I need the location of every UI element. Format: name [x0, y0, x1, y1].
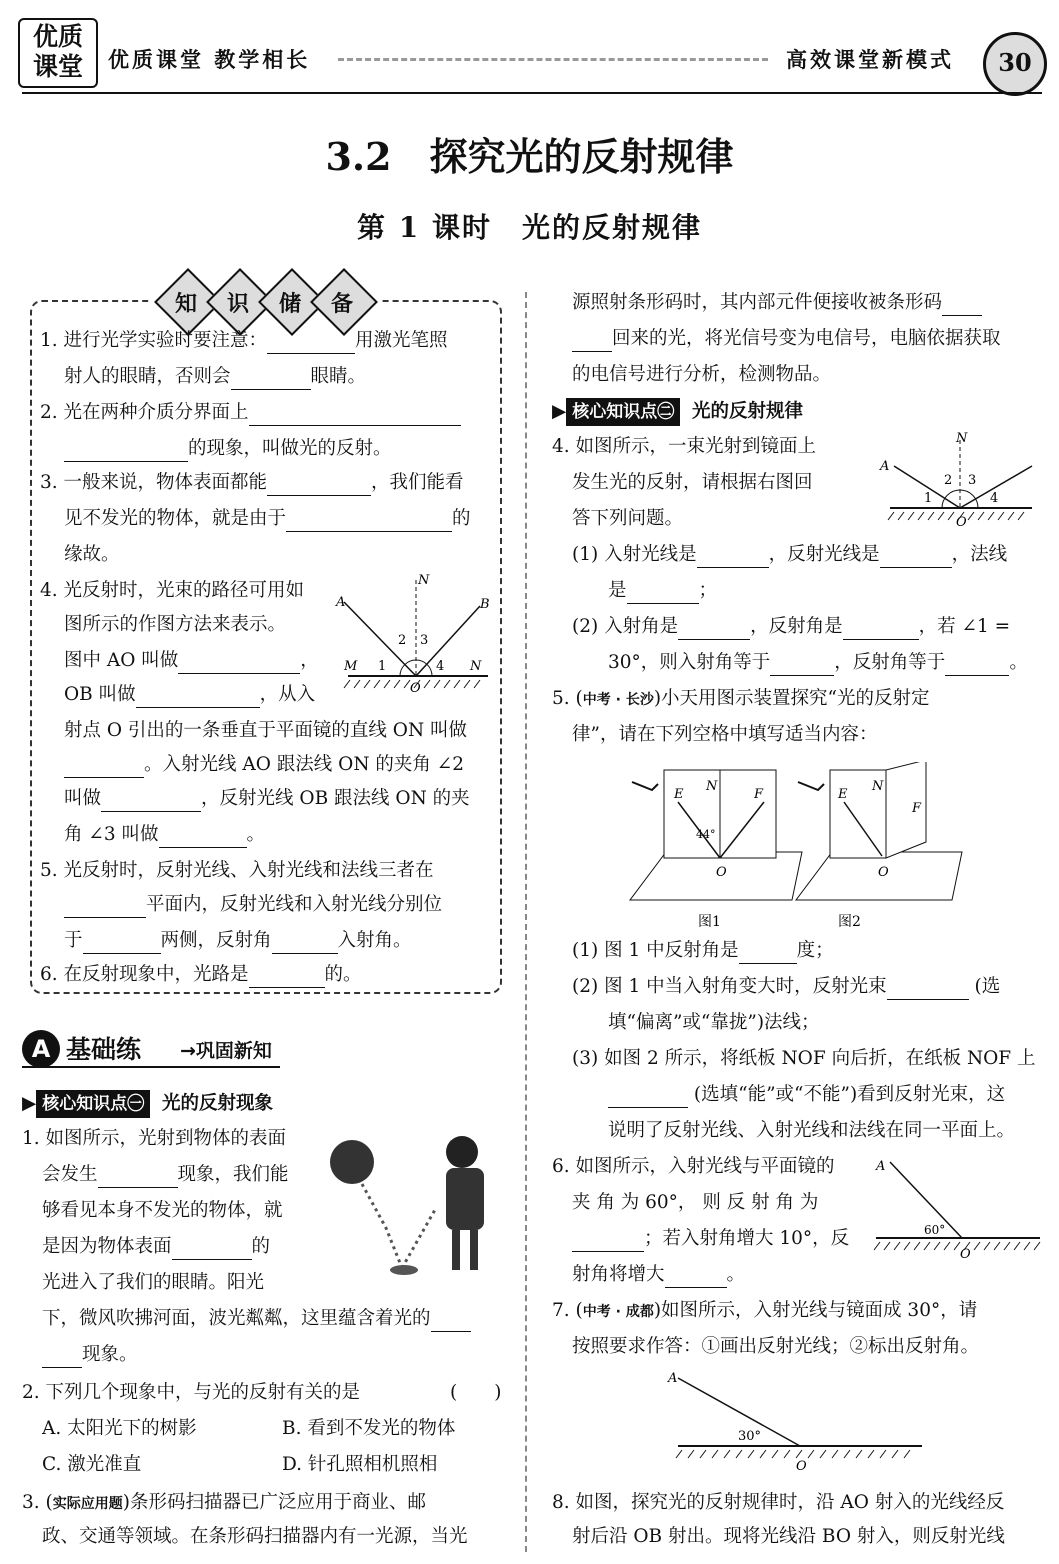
k-q5-line3: 于 两侧，反射角 入射角。	[64, 928, 412, 954]
blank[interactable]	[627, 583, 699, 604]
reflection-diagram-q4	[872, 430, 1048, 532]
k-q4-line8: 角 ∠3 叫做 。	[64, 822, 265, 848]
blank[interactable]	[739, 943, 797, 964]
a-q1-line6: 下，微风吹拂河面，波光粼粼，这里蕴含着光的	[42, 1306, 471, 1332]
blank[interactable]	[267, 475, 371, 496]
a-q2-option-c[interactable]: C. 激光准直	[42, 1454, 142, 1475]
header-left-slogan: 优质课堂 教学相长	[108, 48, 311, 72]
fig2-label-N: N	[872, 779, 884, 794]
fig1-angle-label: 44°	[696, 828, 716, 841]
blank[interactable]	[697, 547, 769, 568]
r-q6-line1: 6. 如图所示，入射光线与平面镜的	[552, 1156, 835, 1177]
blank[interactable]	[178, 653, 300, 674]
girl-head	[446, 1136, 478, 1168]
badge-char-1: 知	[174, 291, 197, 317]
label-A: A	[668, 1371, 678, 1386]
r-q4-line5: 是 ；	[608, 578, 717, 604]
girl-leg-left	[452, 1230, 460, 1270]
section-a-icon: A	[22, 1030, 60, 1068]
r-q5-sub3-line3: 说明了反射光线、入射光线和法线在同一平面上。	[608, 1120, 1016, 1141]
blank[interactable]	[64, 441, 188, 462]
blank[interactable]	[572, 1231, 644, 1252]
q5-experiment-figures	[626, 762, 976, 932]
r-q8-line2: 射后沿 OB 射出。现将光线沿 BO 射入，则反射光线	[572, 1526, 1005, 1547]
badge-char-3: 储	[278, 291, 301, 317]
blank[interactable]	[64, 897, 146, 918]
angle-30-label: 30°	[738, 1429, 762, 1444]
k-q4-line5: 射点 O 引出的一条垂直于平面镜的直线 ON 叫做	[64, 720, 468, 741]
r-q3-cont-line2: 回来的光，将光信号变为电信号，电脑依据获取	[572, 326, 1001, 352]
a-q1-line3: 够看见本身不发光的物体，就	[42, 1200, 283, 1221]
k-q3-line1: 3. 一般来说，物体表面都能 ，我们能看	[40, 470, 464, 496]
blank[interactable]	[665, 1267, 727, 1288]
label-A: A	[880, 459, 890, 474]
blank[interactable]	[286, 511, 452, 532]
badge-char-2: 识	[226, 291, 249, 317]
q6-mirror-diagram	[868, 1150, 1048, 1262]
blank[interactable]	[887, 979, 969, 1000]
k-q3-line3: 缘故。	[64, 544, 120, 565]
blank[interactable]	[843, 619, 919, 640]
logo-line1: 优质	[32, 22, 83, 51]
fig1-caption: 图1	[698, 914, 721, 930]
k-q1-line1: 1. 进行光学实验时要注意： 用激光笔照	[40, 328, 448, 354]
blank[interactable]	[572, 331, 612, 352]
header-dashes	[338, 58, 768, 61]
r-q4-line2: 发生光的反射，请根据右图回	[572, 472, 813, 493]
blank[interactable]	[608, 1087, 688, 1108]
label-A: A	[876, 1159, 886, 1174]
k-q4-line7: 叫做 ，反射光线 OB 跟法线 ON 的夹	[64, 786, 470, 812]
blank[interactable]	[172, 1239, 252, 1260]
fig2-hand-icon	[798, 782, 824, 790]
blank[interactable]	[249, 405, 461, 426]
r-q8-line1: 8. 如图，探究光的反射规律时，沿 AO 射入的光线经反	[552, 1492, 1005, 1513]
section-a-subtitle: →巩固新知	[180, 1040, 272, 1062]
object-on-ground	[390, 1265, 418, 1275]
label-4: 4	[990, 491, 999, 506]
blank[interactable]	[880, 547, 952, 568]
r-q6-line2: 夹 角 为 60°， 则 反 射 角 为	[572, 1192, 819, 1213]
angle-60-label: 60°	[924, 1223, 946, 1237]
header-rule	[22, 92, 1042, 94]
r-q6-line4: 射角将增大 。	[572, 1262, 745, 1288]
fig1-label-F: F	[754, 787, 764, 802]
r-q5-line1: 5. (中考 · 长沙)小天用图示装置探究“光的反射定	[552, 688, 930, 709]
r-q5-sub2-line1: (2) 图 1 中当入射角变大时，反射光束 (选	[572, 974, 1000, 1000]
a-q3-line1: 3. (实际应用题)条形码扫描器已广泛应用于商业、邮	[22, 1492, 426, 1513]
fig1-label-N: N	[706, 779, 718, 794]
a-q1-line2: 会发生 现象，我们能	[42, 1162, 289, 1188]
a-q2-option-d[interactable]: D. 针孔照相机照相	[282, 1454, 438, 1475]
r-q5-sub2-line2: 填“偏离”或“靠拢”)法线；	[608, 1012, 820, 1033]
logo-line2: 课堂	[32, 52, 83, 81]
light-path	[362, 1184, 436, 1268]
k-q5-line1: 5. 光反射时，反射光线、入射光线和法线三者在	[40, 860, 434, 881]
fig1-hand-icon	[632, 782, 658, 790]
a-q1-line5: 光进入了我们的眼睛。阳光	[42, 1272, 265, 1293]
r-q4-line6: (2) 入射角是 ，反射角是 ，若 ∠1 =	[572, 614, 1010, 640]
label-2: 2	[944, 473, 953, 488]
label-O: O	[796, 1459, 807, 1474]
k-q1-line2: 射人的眼睛，否则会 眼睛。	[64, 364, 366, 390]
header-right-slogan: 高效课堂新模式	[786, 48, 954, 72]
blank[interactable]	[231, 369, 311, 390]
fig1-label-E: E	[674, 787, 684, 802]
blank[interactable]	[267, 333, 355, 354]
blank[interactable]	[101, 791, 201, 812]
fig2-label-O: O	[878, 865, 889, 880]
label-B: B	[480, 597, 490, 612]
section-a-title: 基础练	[66, 1035, 142, 1064]
r-q4-line4: (1) 入射光线是 ，反射光线是 ，法线	[572, 542, 1007, 568]
r-q3-cont-line3: 的电信号进行分析，检测物品。	[572, 364, 832, 385]
blank[interactable]	[136, 687, 260, 708]
blank[interactable]	[42, 1347, 82, 1368]
fig2-label-F: F	[912, 801, 922, 816]
blank[interactable]	[431, 1311, 471, 1332]
girl-body	[446, 1168, 484, 1230]
label-O: O	[960, 1247, 971, 1262]
blank[interactable]	[272, 933, 338, 954]
a-q1-line4: 是因为物体表面 的	[42, 1234, 270, 1260]
page-number: 30	[983, 32, 1047, 96]
label-N: N	[418, 573, 430, 588]
blank[interactable]	[64, 757, 144, 778]
blank[interactable]	[83, 933, 161, 954]
r-q5-sub1: (1) 图 1 中反射角是 度；	[572, 938, 834, 964]
a-q2-stem: 2. 下列几个现象中，与光的反射有关的是	[22, 1382, 361, 1403]
girl-leg-right	[470, 1230, 478, 1270]
blank[interactable]	[770, 655, 834, 676]
label-angle4: 4	[436, 659, 445, 674]
blank[interactable]	[249, 967, 325, 988]
k-q3-line2: 见不发光的物体，就是由于 的	[64, 506, 471, 532]
r-q4-line1: 4. 如图所示，一束光射到镜面上	[552, 436, 817, 457]
blank[interactable]	[98, 1167, 178, 1188]
fig1-board-F	[720, 770, 776, 858]
reflection-diagram-knowledge	[330, 572, 500, 697]
a-q2-answer-paren[interactable]: ( )	[450, 1382, 502, 1403]
column-divider	[525, 292, 527, 1552]
label-angle1: 1	[378, 659, 387, 674]
r-q7-line2: 按照要求作答：①画出反射光线；②标出反射角。	[572, 1336, 980, 1357]
lesson-subtitle: 第 1 课时 光的反射规律	[357, 211, 702, 244]
label-1: 1	[924, 491, 933, 506]
k-q4-line3: 图中 AO 叫做 ，	[64, 648, 319, 674]
k-q5-line2: 平面内，反射光线和入射光线分别位	[64, 892, 442, 918]
fig1-label-O: O	[716, 865, 727, 880]
q7-mirror-diagram	[664, 1368, 928, 1474]
mirror-hatching	[874, 1242, 1040, 1250]
k-q2-line1: 2. 光在两种介质分界面上	[40, 400, 461, 426]
kp2-heading: ▶ 核心知识点㊁ 光的反射规律	[552, 398, 803, 426]
k-q2-line2: 的现象，叫做光的反射。	[64, 436, 392, 462]
a-q1-line1: 1. 如图所示，光射到物体的表面	[22, 1128, 287, 1149]
a-q2-option-b[interactable]: B. 看到不发光的物体	[282, 1418, 456, 1439]
r-q5-sub3-line1: (3) 如图 2 所示，将纸板 NOF 向后折，在纸板 NOF 上	[572, 1048, 1036, 1069]
kp1-heading: ▶ 核心知识点㊀ 光的反射现象	[22, 1090, 273, 1118]
fig2-caption: 图2	[838, 914, 861, 930]
label-3: 3	[968, 473, 977, 488]
label-M: M	[344, 659, 358, 674]
r-q4-line7: 30°，则入射角等于 ，反射角等于 。	[608, 650, 1028, 676]
k-q4-line2: 图所示的作图方法来表示。	[64, 614, 287, 635]
girl-mirror-illustration	[316, 1128, 508, 1290]
label-N: N	[956, 431, 968, 446]
k-q6-line1: 6. 在反射现象中，光路是 的。	[40, 962, 362, 988]
blank[interactable]	[945, 655, 1009, 676]
label-angle2: 2	[398, 633, 407, 648]
page-title: 3.2 探究光的反射规律	[325, 134, 734, 179]
r-q5-line2: 律”，请在下列空格中填写适当内容：	[572, 724, 878, 745]
r-q3-cont-line1: 源照射条形码时，其内部元件便接收被条形码	[572, 290, 982, 316]
k-q4-line6: 。入射光线 AO 跟法线 ON 的夹角 ∠2	[64, 752, 464, 778]
label-O: O	[956, 515, 967, 530]
label-O: O	[410, 681, 421, 696]
r-q6-line3: ；若入射角增大 10°，反	[572, 1226, 849, 1252]
blank[interactable]	[678, 619, 750, 640]
a-q1-line7: 现象。	[42, 1342, 138, 1368]
section-a-rule	[22, 1066, 280, 1068]
k-q4-line4: OB 叫做 ，从入	[64, 682, 315, 708]
a-q2-option-a[interactable]: A. 太阳光下的树影	[42, 1418, 197, 1439]
label-angle3: 3	[420, 633, 429, 648]
badge-char-4: 备	[330, 291, 353, 317]
logo	[18, 18, 98, 88]
mirror-hatching	[676, 1450, 910, 1458]
label-N2: N	[470, 659, 482, 674]
r-q5-sub3-line2: (选填“能”或“不能”)看到反射光束，这	[608, 1082, 1005, 1108]
r-q7-line1: 7. (中考 · 成都)如图所示，入射光线与镜面成 30°，请	[552, 1300, 978, 1321]
blank[interactable]	[942, 295, 982, 316]
blank[interactable]	[159, 827, 247, 848]
fig2-label-E: E	[838, 787, 848, 802]
sun-ball	[330, 1140, 374, 1184]
a-q3-line2: 政、交通等领域。在条形码扫描器内有一光源，当光	[42, 1526, 468, 1547]
r-q4-line3: 答下列问题。	[572, 508, 684, 529]
label-A: A	[336, 595, 346, 610]
k-q4-line1: 4. 光反射时，光束的路径可用如	[40, 580, 305, 601]
